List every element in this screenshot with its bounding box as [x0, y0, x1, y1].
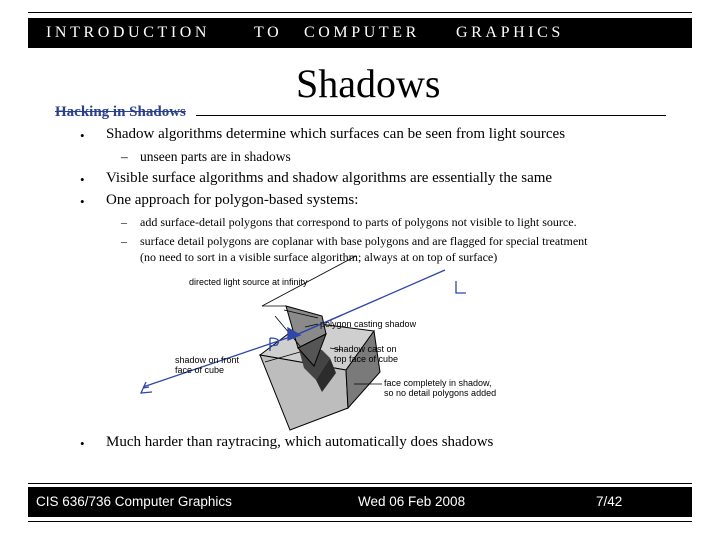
sub-bullet-text: add surface-detail polygons that correspond to parts of polygons not visible to light source. [140, 215, 577, 229]
sub-bullet-text: surface detail polygons are coplanar with base polygons and are flagged for special treatment [140, 234, 588, 248]
footer-page-number: 7/42 [596, 494, 623, 509]
label-front-shadow: face of cube [175, 365, 225, 375]
footer-course: CIS 636/736 Computer Graphics [36, 494, 232, 509]
banner-word: COMPUTER [304, 24, 420, 41]
bullet-text: Visible surface algorithms and shadow algorithms are essentially the same [106, 170, 553, 186]
label-face-in-shadow: face completely in shadow, [384, 378, 492, 388]
footer-date: Wed 06 Feb 2008 [358, 494, 466, 509]
label-top-shadow: top face of cube [334, 354, 399, 364]
label-face-in-shadow: so no detail polygons added [384, 388, 497, 398]
bullet-dot: • [80, 172, 85, 187]
label-light-source: directed light source at infinity [189, 277, 308, 287]
bullet-dot: • [80, 128, 85, 143]
light-l-mark [456, 281, 466, 293]
bullet-dot: • [80, 436, 85, 451]
banner-word: GRAPHICS [456, 24, 564, 41]
section-heading: Hacking in Shadows [55, 104, 186, 120]
footer-bar [28, 487, 692, 517]
footer-rule-top [28, 483, 692, 484]
label-casting-polygon: polygon casting shadow [320, 319, 417, 329]
eye-e-mark [141, 382, 152, 393]
sub-bullet-text: (no need to sort in a visible surface algorithm; always at on top of surface) [140, 250, 498, 264]
sub-bullet-text: unseen parts are in shadows [140, 149, 291, 164]
dash-mark: – [121, 215, 127, 229]
dash-mark: – [121, 149, 128, 164]
label-front-shadow: shadow on front [175, 355, 240, 365]
bullet-dot: • [80, 194, 85, 209]
footer-rule-bottom [28, 521, 692, 522]
banner-word: TO [254, 24, 283, 41]
slide-title: Shadows [296, 61, 441, 106]
banner-word: INTRODUCTION [46, 24, 211, 41]
label-top-shadow: shadow cast on [334, 344, 397, 354]
bullet-text: Shadow algorithms determine which surfaces can be seen from light sources [106, 126, 566, 142]
bullet-text: One approach for polygon-based systems: [106, 192, 359, 208]
dash-mark: – [121, 234, 127, 248]
bullet-text: Much harder than raytracing, which automatically does shadows [106, 434, 494, 450]
